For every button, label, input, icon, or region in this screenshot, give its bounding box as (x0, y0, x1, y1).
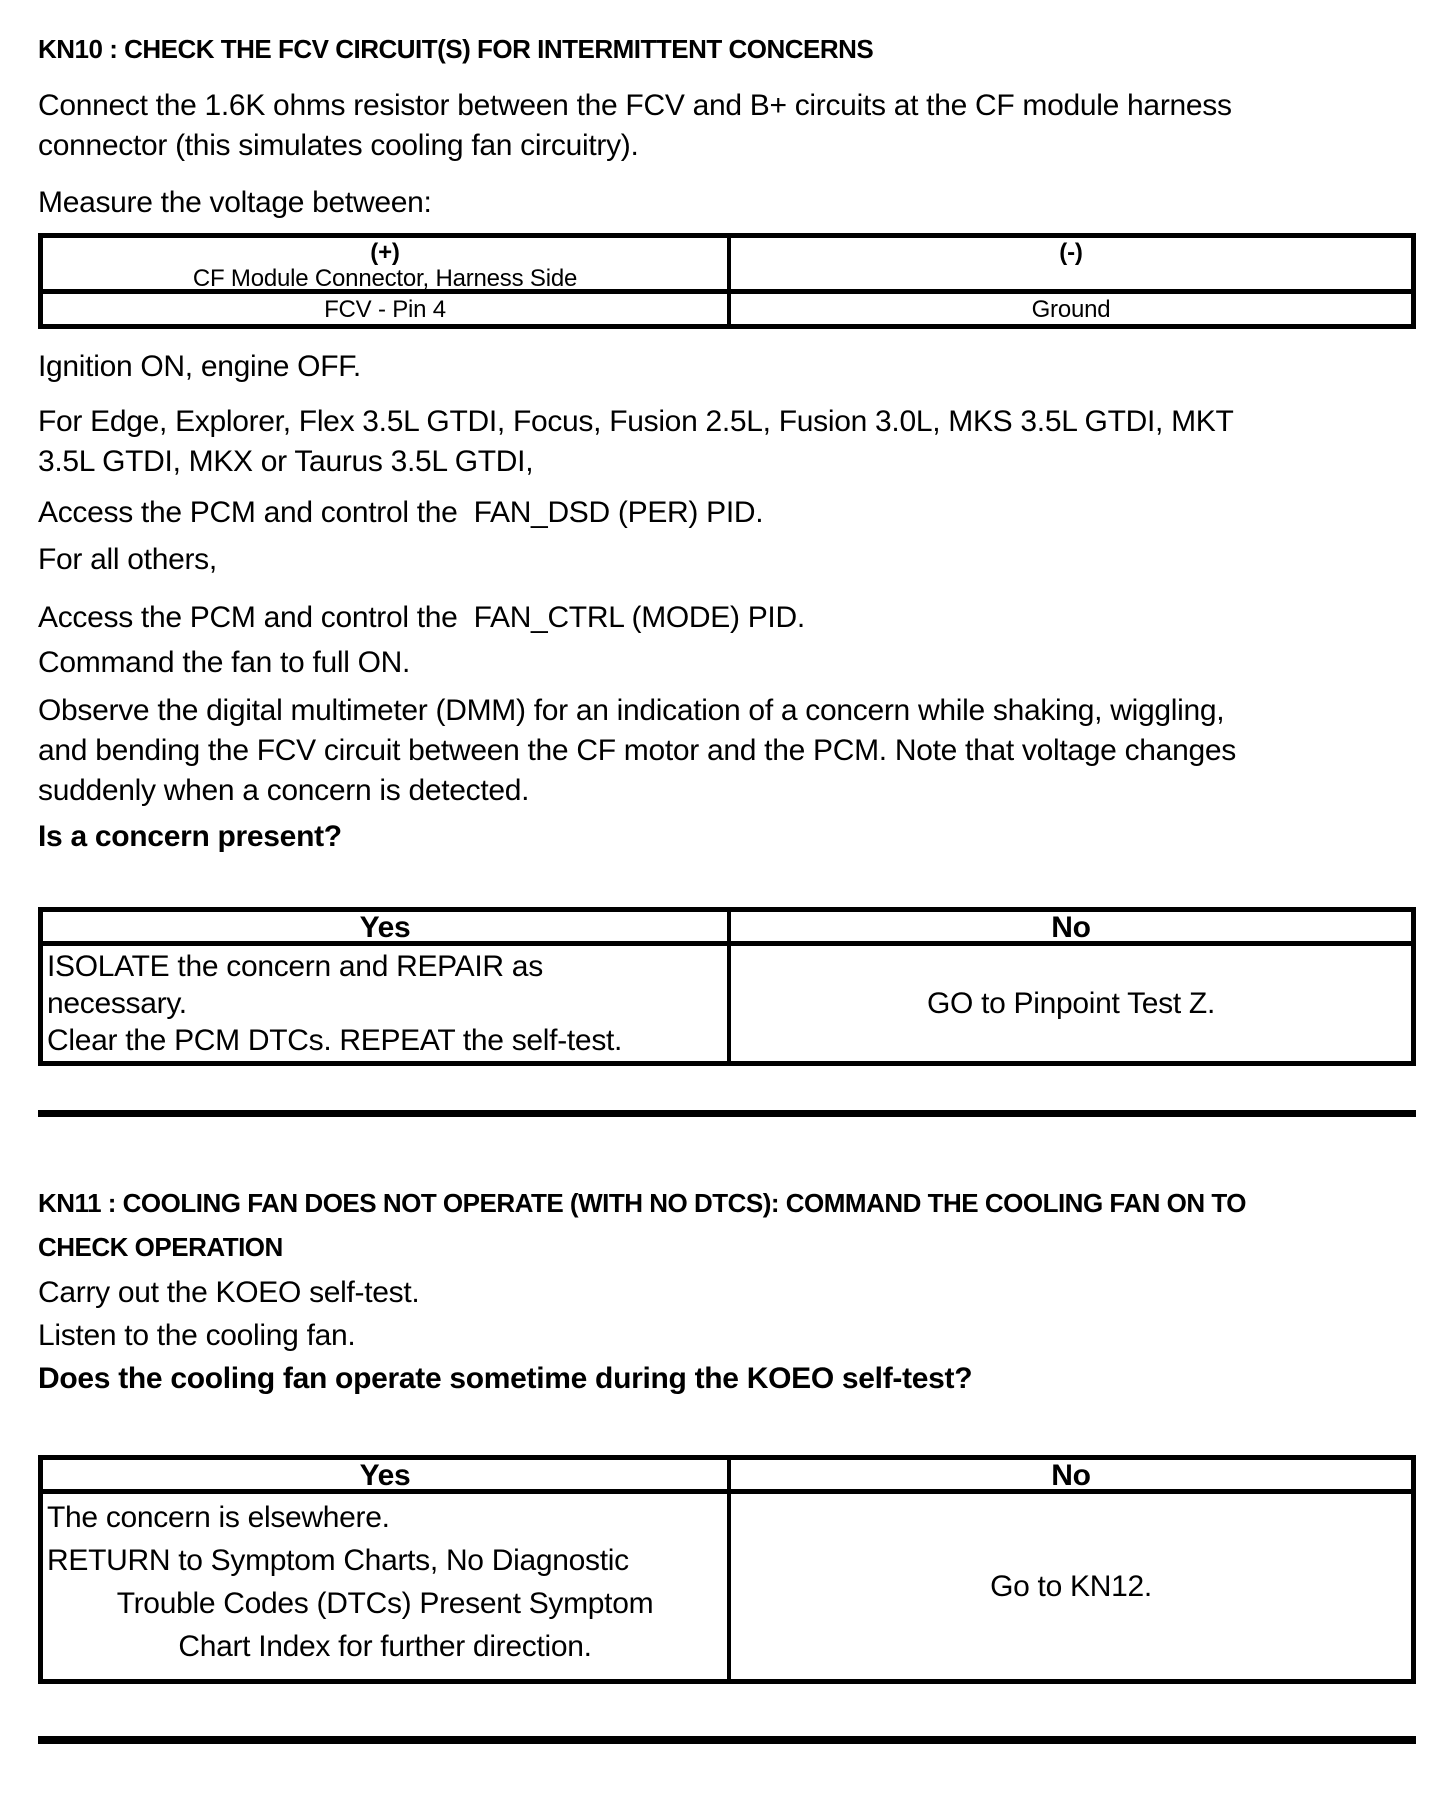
voltage-plus-pin-cell: FCV - Pin 4 (324, 296, 446, 323)
decision-header-row (43, 1460, 1411, 1494)
voltage-minus-header-cell (727, 238, 1411, 289)
no-action-cell (727, 946, 1411, 1061)
text-line: Observe the digital multimeter (DMM) for an indication of a concern while shaking, wiggling, (38, 694, 1225, 727)
text-line: GO to Pinpoint Test Z. (927, 986, 1215, 1020)
decision-body-row (43, 1494, 1411, 1679)
kn10-ignition-paragraph (38, 347, 1416, 387)
voltage-plus-header-cell (43, 238, 727, 292)
kn10-intro-paragraph (38, 86, 1416, 166)
kn11-question (38, 1359, 1416, 1399)
voltage-measurement-table (38, 233, 1416, 329)
text-line: suddenly when a concern is detected. (38, 774, 530, 807)
text-line: ISOLATE the concern and REPAIR as (47, 950, 543, 983)
text-line: Listen to the cooling fan. (38, 1319, 356, 1352)
text-line: necessary. (47, 987, 187, 1020)
plus-connector-label: CF Module Connector, Harness Side (192, 265, 578, 292)
voltage-table-data-row (43, 294, 1411, 324)
text-line: Carry out the KOEO self-test. (38, 1276, 420, 1309)
section-divider-rule (38, 1110, 1416, 1117)
voltage-ground-cell: Ground (727, 294, 1411, 324)
text-line: RETURN to Symptom Charts, No Diagnostic (47, 1544, 629, 1577)
text-line: Go to KN12. (990, 1569, 1152, 1603)
text-line: Does the cooling fan operate sometime during the KOEO self-test? (38, 1362, 973, 1395)
text-line: Connect the 1.6K ohms resistor between the FCV and B+ circuits at the CF module harness (38, 89, 1232, 122)
text-line: Chart Index for further direction. (178, 1630, 592, 1663)
kn10-fan-ctrl-paragraph (38, 598, 1416, 638)
kn10-heading: KN10 : CHECK THE FCV CIRCUIT(S) FOR INTERMITTENT CONCERNS (38, 34, 874, 64)
kn10-decision-table (38, 907, 1416, 1066)
kn11-koeo-paragraph (38, 1273, 1416, 1313)
kn10-measure-paragraph (38, 183, 1416, 223)
kn10-vehicle-list-paragraph (38, 402, 1416, 482)
text-line: connector (this simulates cooling fan circuitry). (38, 129, 639, 162)
page-bottom-rule (38, 1736, 1416, 1744)
kn10-observe-paragraph (38, 691, 1416, 811)
text-line: Command the fan to full ON. (38, 646, 411, 679)
heading-line: CHECK OPERATION (38, 1232, 283, 1262)
kn10-question (38, 817, 1416, 857)
text-line: For Edge, Explorer, Flex 3.5L GTDI, Focus, Fusion 2.5L, Fusion 3.0L, MKS 3.5L GTDI, MKT (38, 405, 1234, 438)
heading-line: KN11 : COOLING FAN DOES NOT OPERATE (WITH NO DTCS): COMMAND THE COOLING FAN ON TO (38, 1188, 1246, 1218)
plus-sign-label: (+) (370, 239, 400, 266)
no-header-cell: No (727, 912, 1411, 941)
minus-sign-label: (-) (1059, 239, 1083, 266)
text-line: For all others, (38, 543, 217, 576)
kn10-command-fan-paragraph (38, 643, 1416, 683)
no-header-cell: No (727, 1460, 1411, 1489)
text-line: Access the PCM and control the FAN_CTRL (MODE) PID. (38, 601, 805, 634)
kn11-decision-table (38, 1455, 1416, 1684)
no-action-cell (727, 1494, 1411, 1679)
text-line: Clear the PCM DTCs. REPEAT the self-test. (47, 1024, 623, 1057)
text-line: The concern is elsewhere. (47, 1501, 390, 1534)
text-line: 3.5L GTDI, MKX or Taurus 3.5L GTDI, (38, 445, 534, 478)
text-line: Is a concern present? (38, 820, 342, 853)
kn11-listen-paragraph (38, 1316, 1416, 1356)
text-line: Trouble Codes (DTCs) Present Symptom (116, 1587, 654, 1620)
yes-header-cell: Yes (359, 911, 411, 944)
yes-header-cell: Yes (359, 1459, 411, 1492)
voltage-table-header-row (43, 238, 1411, 294)
text-line: Access the PCM and control the FAN_DSD (PER) PID. (38, 496, 764, 529)
text-line: Measure the voltage between: (38, 186, 432, 219)
decision-body-row (43, 946, 1411, 1061)
text-line: Ignition ON, engine OFF. (38, 350, 361, 383)
yes-action-cell (43, 1494, 727, 1679)
kn10-for-all-others-paragraph (38, 540, 1416, 580)
text-line: and bending the FCV circuit between the CF motor and the PCM. Note that voltage changes (38, 734, 1236, 767)
kn11-heading (38, 1181, 1416, 1269)
yes-action-cell (43, 946, 727, 1061)
kn10-fan-dsd-paragraph (38, 493, 1416, 533)
decision-header-row (43, 912, 1411, 946)
